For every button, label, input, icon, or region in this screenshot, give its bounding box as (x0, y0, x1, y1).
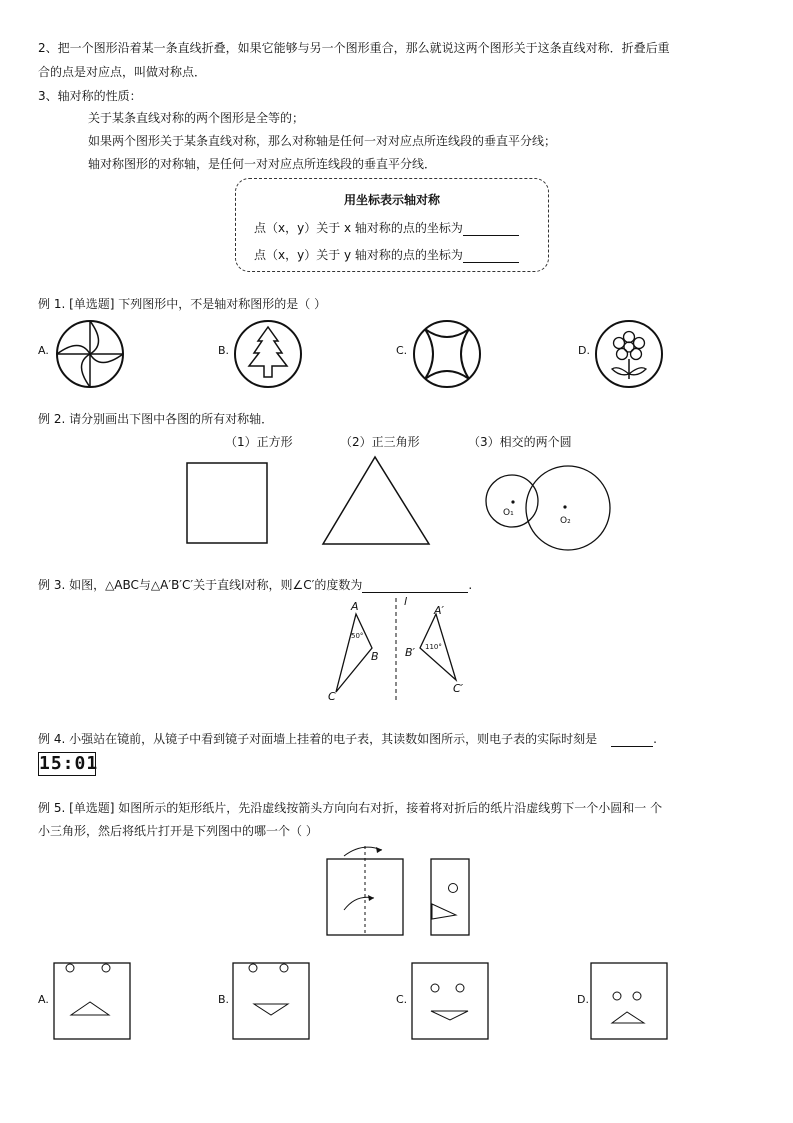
ex1-option-a-label: A. (38, 344, 49, 357)
square-figure (186, 462, 268, 544)
ex3-question-text: 例 3. 如图，△ABC与△A′B′C′关于直线l对称，则∠C′的度数为 (38, 578, 363, 592)
ex5-option-a-label: A. (38, 993, 49, 1006)
blank-x (463, 235, 519, 236)
vertex-c-label: C (328, 690, 336, 703)
digital-clock-display: 15:01 (39, 753, 99, 774)
vertex-b-prime-label: B′ (405, 646, 416, 659)
option-d-paper-figure (590, 962, 668, 1040)
equilateral-triangle-figure (321, 455, 433, 547)
ex5-option-c-label: C. (396, 993, 408, 1006)
box-row-x (254, 219, 519, 236)
ex5-option-d-label: D. (577, 993, 589, 1006)
box-row-y (254, 246, 519, 263)
ex1-question: 例 1. [单选题] 下列图形中，不是轴对称图形的是（ ） (38, 297, 327, 311)
ex2-caption-circles: （3）相交的两个圆 (468, 435, 572, 449)
flower-circle-figure (594, 319, 664, 389)
option-a-paper-figure (53, 962, 131, 1040)
ex5-question-line-1: 例 5. [单选题] 如图所示的矩形纸片，先沿虚线按箭头方向向右对折，接着将对折后的纸片沿虚线剪下一个小圆和一 个 (38, 801, 663, 815)
property-3: 轴对称图形的对称轴，是任何一对对应点所连线段的垂直平分线． (88, 157, 437, 171)
ex2-caption-square: （1）正方形 (225, 435, 293, 449)
vertex-a-prime-label: A′ (434, 604, 445, 617)
ex5-question-line-2: 小三角形，然后将纸片打开是下列图中的哪一个（ ） (38, 824, 318, 838)
ex2-question: 例 2. 请分别画出下图中各图的所有对称轴． (38, 412, 274, 426)
ex3-answer-blank (362, 592, 468, 593)
box-row-y-text: 点（x，y）关于 y 轴对称的点的坐标为 (254, 248, 463, 262)
ex1-option-b-label: B. (218, 344, 230, 357)
ex4-answer-blank (611, 746, 653, 747)
ex2-caption-triangle: （2）正三角形 (340, 435, 420, 449)
property-1: 关于某条直线对称的两个图形是全等的； (88, 111, 305, 125)
blank-y (463, 262, 519, 263)
arcs-circle-figure (412, 319, 482, 389)
ex5-option-b-label: B. (218, 993, 230, 1006)
ex4-question-text: 例 4. 小强站在镜前，从镜子中看到镜子对面墙上挂着的电子表，其读数如图所示，则电子表的实际时刻是 (38, 732, 598, 746)
intro-line-3: 3、轴对称的性质： (38, 89, 142, 103)
property-2: 如果两个图形关于某条直线对称，那么对称轴是任何一对对应点所连线段的垂直平分线； (88, 134, 557, 148)
intro-line-1: 2、把一个图形沿着某一条直线折叠，如果它能够与另一个图形重合，那么就说这两个图形关于这条直线对称．折叠后重 (38, 41, 670, 55)
center-o2-label: O₂ (560, 516, 571, 526)
ex3-question (38, 577, 472, 593)
angle-50-label: 50° (351, 632, 364, 640)
ex1-option-c-label: C. (396, 344, 408, 357)
vertex-c-prime-label: C′ (453, 682, 464, 695)
pinwheel-circle-figure (55, 319, 125, 389)
ex3-period: . (468, 578, 473, 592)
ex4-period: . (653, 732, 657, 746)
line-l-label: l (404, 595, 408, 608)
ex4-question (38, 731, 657, 747)
angle-110-label: 110° (425, 643, 442, 651)
intro-line-2: 合的点是对应点，叫做对称点． (38, 65, 207, 79)
option-b-paper-figure (232, 962, 310, 1040)
box-row-x-text: 点（x，y）关于 x 轴对称的点的坐标为 (254, 221, 463, 235)
folding-paper-figure (326, 838, 476, 938)
vertex-a-label: A (351, 600, 359, 613)
ex1-option-d-label: D. (578, 344, 590, 357)
coordinate-symmetry-box (235, 178, 549, 272)
box-title: 用坐标表示轴对称 (343, 193, 440, 207)
vertex-b-label: B (371, 650, 379, 663)
center-o1-label: O₁ (503, 508, 514, 518)
tree-circle-figure (233, 319, 303, 389)
option-c-paper-figure (411, 962, 489, 1040)
